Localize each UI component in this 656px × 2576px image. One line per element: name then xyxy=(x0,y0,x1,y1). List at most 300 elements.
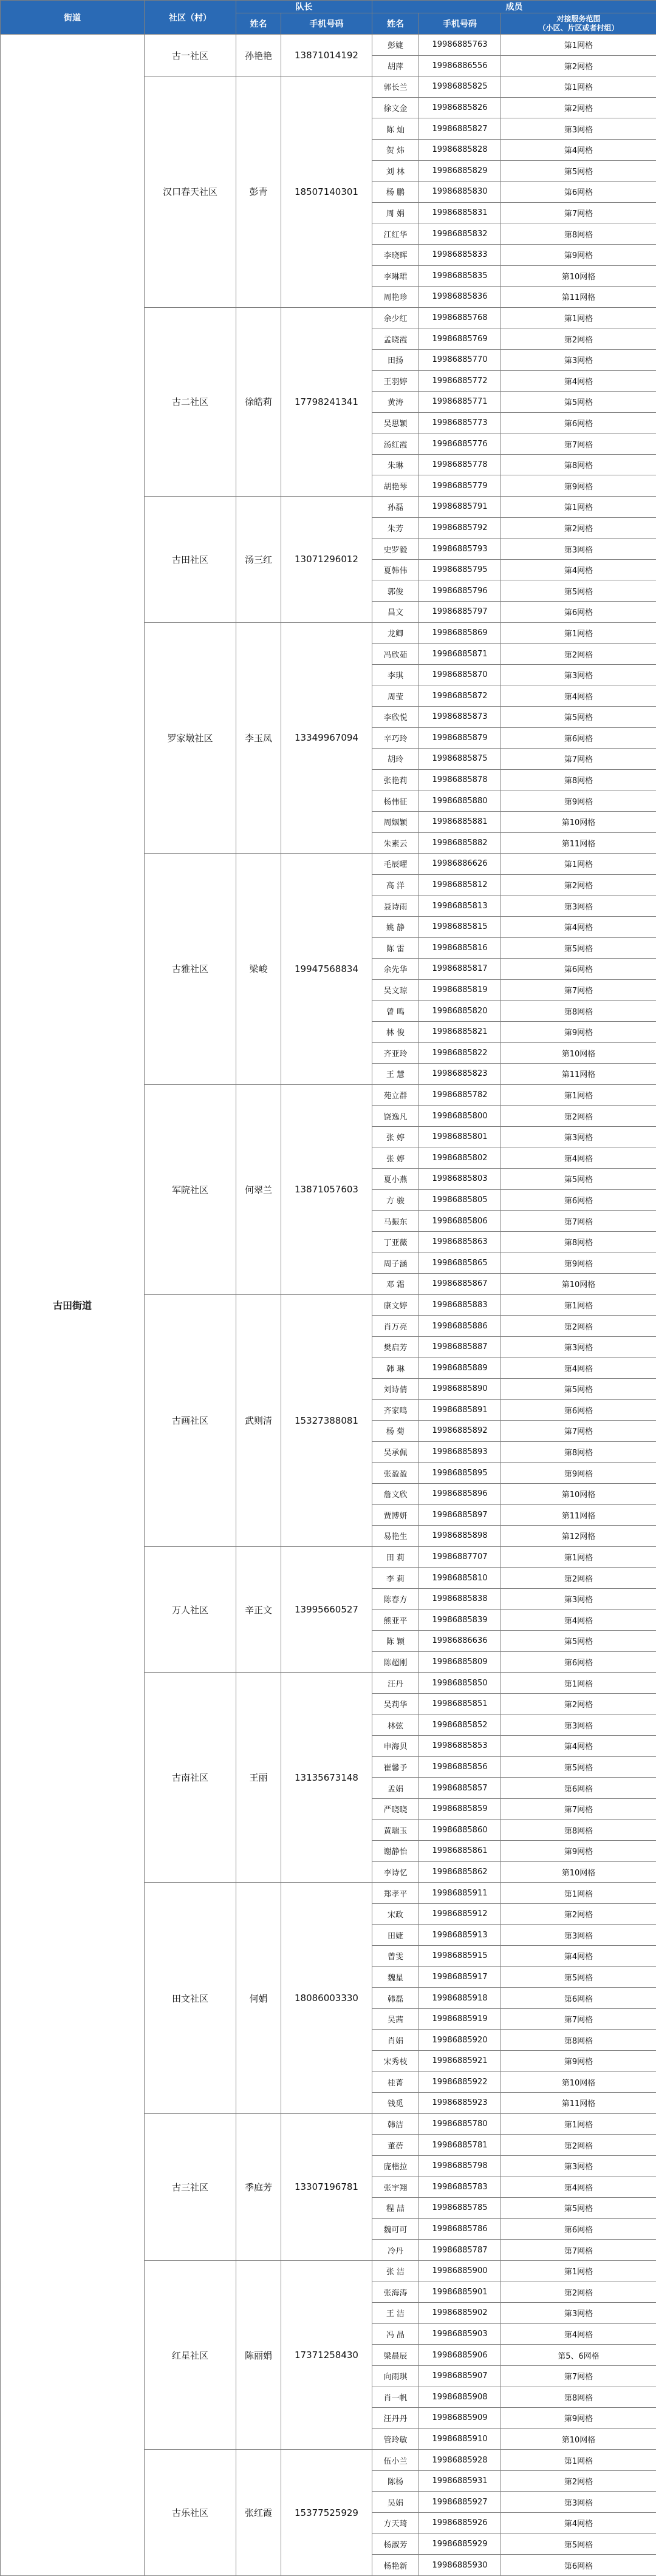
member-phone: 19986885901 xyxy=(419,2282,501,2303)
member-phone: 19986885821 xyxy=(419,1021,501,1042)
member-grid: 第3网格 xyxy=(501,664,656,685)
member-phone: 19986885871 xyxy=(419,644,501,665)
member-phone: 19986885872 xyxy=(419,685,501,707)
member-name: 孟娟 xyxy=(372,1778,419,1799)
member-name: 易艳生 xyxy=(372,1526,419,1547)
member-phone: 19986885806 xyxy=(419,1211,501,1232)
member-phone: 19986885902 xyxy=(419,2303,501,2324)
member-grid: 第2网格 xyxy=(501,1568,656,1589)
leader-name: 王丽 xyxy=(236,1673,281,1883)
member-phone: 19986885802 xyxy=(419,1147,501,1169)
member-phone: 19986885907 xyxy=(419,2365,501,2387)
header-community: 社区（村） xyxy=(145,1,236,35)
member-grid: 第2网格 xyxy=(501,2135,656,2156)
member-grid: 第2网格 xyxy=(501,517,656,539)
member-grid: 第6网格 xyxy=(501,1778,656,1799)
header-street: 街道 xyxy=(1,1,145,35)
member-name: 马振东 xyxy=(372,1211,419,1232)
member-phone: 19986885782 xyxy=(419,1084,501,1106)
member-phone: 19986885922 xyxy=(419,2071,501,2093)
member-name: 吴文琼 xyxy=(372,979,419,1001)
member-name: 董蓓 xyxy=(372,2135,419,2156)
member-grid: 第5网格 xyxy=(501,707,656,728)
leader-phone: 13071296012 xyxy=(281,497,372,623)
member-name: 申海贝 xyxy=(372,1736,419,1757)
member-grid: 第6网格 xyxy=(501,1988,656,2009)
member-phone: 19986885852 xyxy=(419,1715,501,1736)
member-phone: 19986885903 xyxy=(419,2323,501,2345)
member-phone: 19986885839 xyxy=(419,1609,501,1631)
member-phone: 19986885771 xyxy=(419,392,501,413)
member-phone: 19986885796 xyxy=(419,580,501,602)
member-grid: 第6网格 xyxy=(501,2555,656,2576)
member-grid: 第6网格 xyxy=(501,727,656,749)
leader-name: 彭青 xyxy=(236,76,281,308)
member-phone: 19986885815 xyxy=(419,916,501,937)
member-grid: 第2网格 xyxy=(501,1693,656,1715)
member-grid: 第3网格 xyxy=(501,539,656,560)
member-grid: 第11网格 xyxy=(501,287,656,308)
community-name: 古一社区 xyxy=(145,35,236,76)
member-phone: 19986885892 xyxy=(419,1421,501,1442)
member-name: 杨淑芳 xyxy=(372,2534,419,2555)
member-phone: 19986885910 xyxy=(419,2428,501,2450)
member-grid: 第2网格 xyxy=(501,2470,656,2492)
member-grid: 第2网格 xyxy=(501,644,656,665)
member-phone: 19986885819 xyxy=(419,979,501,1001)
member-grid: 第6网格 xyxy=(501,1399,656,1421)
member-grid: 第7网格 xyxy=(501,202,656,223)
member-phone: 19986886556 xyxy=(419,55,501,76)
member-name: 张 洁 xyxy=(372,2260,419,2282)
member-phone: 19986885870 xyxy=(419,664,501,685)
member-name: 梁晨辰 xyxy=(372,2345,419,2366)
member-grid: 第7网格 xyxy=(501,1421,656,1442)
member-grid: 第3网格 xyxy=(501,1925,656,1946)
member-grid: 第1网格 xyxy=(501,2260,656,2282)
member-grid: 第1网格 xyxy=(501,35,656,56)
member-name: 熊亚平 xyxy=(372,1609,419,1631)
member-grid: 第10网格 xyxy=(501,1483,656,1504)
leader-phone: 17371258430 xyxy=(281,2260,372,2449)
header-service-scope: 对接服务范围 （小区、片区或者村组） xyxy=(501,13,656,35)
member-name: 张盈盈 xyxy=(372,1463,419,1484)
member-grid: 第2网格 xyxy=(501,1903,656,1925)
member-name: 李琪 xyxy=(372,664,419,685)
member-name: 孙磊 xyxy=(372,497,419,518)
member-name: 张艳莉 xyxy=(372,769,419,790)
member-grid: 第5网格 xyxy=(501,1169,656,1190)
member-phone: 19986887707 xyxy=(419,1546,501,1568)
member-phone: 19986885869 xyxy=(419,622,501,644)
member-phone: 19986885813 xyxy=(419,895,501,917)
member-phone: 19986885921 xyxy=(419,2051,501,2072)
member-phone: 19986885928 xyxy=(419,2450,501,2471)
member-name: 崔馨予 xyxy=(372,1756,419,1778)
member-phone: 19986885861 xyxy=(419,1841,501,1862)
member-grid: 第4网格 xyxy=(501,2513,656,2534)
member-phone: 19986885772 xyxy=(419,370,501,392)
community-name: 古画社区 xyxy=(145,1294,236,1546)
leader-phone: 18507140301 xyxy=(281,76,372,308)
member-phone: 19986885838 xyxy=(419,1588,501,1609)
member-grid: 第4网格 xyxy=(501,1946,656,1967)
member-grid: 第5网格 xyxy=(501,937,656,959)
member-name: 向雨琪 xyxy=(372,2365,419,2387)
member-grid: 第1网格 xyxy=(501,1084,656,1106)
member-name: 周姻颖 xyxy=(372,811,419,832)
member-name: 周艳珍 xyxy=(372,287,419,308)
member-phone: 19986885836 xyxy=(419,287,501,308)
member-phone: 19986885898 xyxy=(419,1526,501,1547)
member-name: 丁亚薇 xyxy=(372,1231,419,1252)
member-name: 聂诗雨 xyxy=(372,895,419,917)
member-phone: 19986885783 xyxy=(419,2177,501,2198)
member-grid: 第7网格 xyxy=(501,979,656,1001)
member-name: 杨伟征 xyxy=(372,790,419,812)
member-phone: 19986885923 xyxy=(419,2093,501,2114)
member-grid: 第5网格 xyxy=(501,1631,656,1652)
member-name: 贾博妍 xyxy=(372,1504,419,1526)
member-name: 韩洁 xyxy=(372,2113,419,2135)
member-grid: 第3网格 xyxy=(501,349,656,370)
member-grid: 第4网格 xyxy=(501,1358,656,1379)
header-leader: 队长 xyxy=(236,1,372,13)
member-name: 田扬 xyxy=(372,349,419,370)
member-name: 吴茜 xyxy=(372,2008,419,2030)
member-phone: 19986885889 xyxy=(419,1358,501,1379)
member-grid: 第8网格 xyxy=(501,454,656,475)
member-grid: 第1网格 xyxy=(501,76,656,98)
member-grid: 第6网格 xyxy=(501,602,656,623)
member-grid: 第1网格 xyxy=(501,1883,656,1904)
member-grid: 第10网格 xyxy=(501,811,656,832)
member-name: 李晓晖 xyxy=(372,244,419,265)
member-grid: 第4网格 xyxy=(501,685,656,707)
member-phone: 19986885879 xyxy=(419,727,501,749)
member-name: 肖娟 xyxy=(372,2030,419,2051)
member-phone: 19986885817 xyxy=(419,959,501,980)
member-grid: 第1网格 xyxy=(501,854,656,875)
member-phone: 19986885883 xyxy=(419,1294,501,1316)
member-phone: 19986885801 xyxy=(419,1126,501,1147)
member-grid: 第5网格 xyxy=(501,1379,656,1400)
member-name: 郭长兰 xyxy=(372,76,419,98)
member-grid: 第7网格 xyxy=(501,433,656,455)
member-name: 刘诗倩 xyxy=(372,1379,419,1400)
member-phone: 19986885851 xyxy=(419,1693,501,1715)
member-grid: 第9网格 xyxy=(501,1252,656,1274)
header-members: 成员 xyxy=(372,1,656,13)
header-member-name: 姓名 xyxy=(372,13,419,35)
member-grid: 第1网格 xyxy=(501,2113,656,2135)
member-grid: 第3网格 xyxy=(501,2303,656,2324)
member-grid: 第10网格 xyxy=(501,1861,656,1883)
member-name: 周 娟 xyxy=(372,202,419,223)
member-grid: 第10网格 xyxy=(501,1042,656,1064)
leader-phone: 17798241341 xyxy=(281,307,372,496)
member-name: 李 莉 xyxy=(372,1568,419,1589)
member-phone: 19986885850 xyxy=(419,1673,501,1694)
member-name: 周莹 xyxy=(372,685,419,707)
member-phone: 19986885763 xyxy=(419,35,501,56)
member-name: 曾 鸣 xyxy=(372,1001,419,1022)
member-name: 杨艳新 xyxy=(372,2555,419,2576)
community-name: 田文社区 xyxy=(145,1883,236,2114)
member-name: 余先华 xyxy=(372,959,419,980)
member-name: 韩 琳 xyxy=(372,1358,419,1379)
member-grid: 第4网格 xyxy=(501,2177,656,2198)
member-phone: 19986885912 xyxy=(419,1903,501,1925)
member-phone: 19986885880 xyxy=(419,790,501,812)
leader-name: 季庭芳 xyxy=(236,2113,281,2260)
member-phone: 19986885882 xyxy=(419,832,501,854)
member-phone: 19986885853 xyxy=(419,1736,501,1757)
member-grid: 第3网格 xyxy=(501,2155,656,2177)
community-name: 古南社区 xyxy=(145,1673,236,1883)
member-phone: 19986885823 xyxy=(419,1064,501,1085)
member-phone: 19986885887 xyxy=(419,1336,501,1358)
community-name: 古雅社区 xyxy=(145,854,236,1085)
member-name: 吴思颖 xyxy=(372,412,419,433)
leader-name: 张红霞 xyxy=(236,2450,281,2576)
member-grid: 第11网格 xyxy=(501,2093,656,2114)
member-phone: 19986885862 xyxy=(419,1861,501,1883)
member-phone: 19986885891 xyxy=(419,1399,501,1421)
member-name: 陈 雷 xyxy=(372,937,419,959)
member-name: 毛辰曜 xyxy=(372,854,419,875)
member-name: 齐家鸣 xyxy=(372,1399,419,1421)
member-phone: 19986885865 xyxy=(419,1252,501,1274)
member-name: 郑孝平 xyxy=(372,1883,419,1904)
member-grid: 第9网格 xyxy=(501,790,656,812)
member-grid: 第2网格 xyxy=(501,55,656,76)
member-grid: 第3网格 xyxy=(501,1126,656,1147)
member-grid: 第8网格 xyxy=(501,1001,656,1022)
community-name: 古田社区 xyxy=(145,497,236,623)
member-name: 汤红霞 xyxy=(372,433,419,455)
header-leader-phone: 手机号码 xyxy=(281,13,372,35)
member-grid: 第1网格 xyxy=(501,497,656,518)
community-name: 古乐社区 xyxy=(145,2450,236,2576)
leader-name: 徐皓莉 xyxy=(236,307,281,496)
member-grid: 第4网格 xyxy=(501,559,656,580)
member-grid: 第3网格 xyxy=(501,2492,656,2513)
member-name: 史罗毅 xyxy=(372,539,419,560)
member-name: 胡玲 xyxy=(372,749,419,770)
member-grid: 第4网格 xyxy=(501,1736,656,1757)
member-name: 方天琦 xyxy=(372,2513,419,2534)
member-name: 田婕 xyxy=(372,1925,419,1946)
member-name: 冯欣茹 xyxy=(372,644,419,665)
member-name: 林弦 xyxy=(372,1715,419,1736)
leader-name: 武则清 xyxy=(236,1294,281,1546)
leader-phone: 19947568834 xyxy=(281,854,372,1085)
member-name: 龙卿 xyxy=(372,622,419,644)
leader-phone: 13995660527 xyxy=(281,1546,372,1673)
member-grid: 第2网格 xyxy=(501,328,656,350)
member-phone: 19986885826 xyxy=(419,97,501,118)
member-name: 曾雯 xyxy=(372,1946,419,1967)
member-name: 夏小燕 xyxy=(372,1169,419,1190)
member-name: 林 俊 xyxy=(372,1021,419,1042)
member-grid: 第10网格 xyxy=(501,2428,656,2450)
member-name: 陈 灿 xyxy=(372,118,419,140)
member-grid: 第9网格 xyxy=(501,244,656,265)
member-phone: 19986885915 xyxy=(419,1946,501,1967)
member-name: 孟晓霞 xyxy=(372,328,419,350)
member-name: 陈超刚 xyxy=(372,1651,419,1673)
member-phone: 19986885896 xyxy=(419,1483,501,1504)
header-member-phone: 手机号码 xyxy=(419,13,501,35)
member-phone: 19986885906 xyxy=(419,2345,501,2366)
member-grid: 第4网格 xyxy=(501,1609,656,1631)
member-phone: 19986885931 xyxy=(419,2470,501,2492)
member-phone: 19986885856 xyxy=(419,1756,501,1778)
member-phone: 19986885792 xyxy=(419,517,501,539)
member-phone: 19986885809 xyxy=(419,1651,501,1673)
member-grid: 第3网格 xyxy=(501,118,656,140)
member-grid: 第1网格 xyxy=(501,1546,656,1568)
member-grid: 第5网格 xyxy=(501,580,656,602)
member-name: 伍小兰 xyxy=(372,2450,419,2471)
member-phone: 19986885769 xyxy=(419,328,501,350)
member-phone: 19986885816 xyxy=(419,937,501,959)
member-name: 樊启芳 xyxy=(372,1336,419,1358)
member-name: 邓 霜 xyxy=(372,1274,419,1295)
member-name: 李琳珺 xyxy=(372,265,419,287)
member-name: 吴莉华 xyxy=(372,1693,419,1715)
member-phone: 19986885770 xyxy=(419,349,501,370)
community-name: 军院社区 xyxy=(145,1084,236,1294)
member-name: 齐亚玲 xyxy=(372,1042,419,1064)
member-name: 朱素云 xyxy=(372,832,419,854)
member-phone: 19986885893 xyxy=(419,1441,501,1463)
member-phone: 19986885805 xyxy=(419,1189,501,1211)
member-name: 朱芳 xyxy=(372,517,419,539)
community-name: 古三社区 xyxy=(145,2113,236,2260)
member-phone: 19986885918 xyxy=(419,1988,501,2009)
member-grid: 第4网格 xyxy=(501,139,656,160)
member-name: 杨 菊 xyxy=(372,1421,419,1442)
member-phone: 19986885810 xyxy=(419,1568,501,1589)
member-grid: 第7网格 xyxy=(501,2008,656,2030)
member-name: 李诗忆 xyxy=(372,1861,419,1883)
member-name: 陈 颖 xyxy=(372,1631,419,1652)
member-name: 杨 鹏 xyxy=(372,182,419,203)
member-grid: 第8网格 xyxy=(501,223,656,245)
member-phone: 19986885831 xyxy=(419,202,501,223)
member-name: 张 婷 xyxy=(372,1147,419,1169)
member-name: 苑立群 xyxy=(372,1084,419,1106)
member-name: 陈杨 xyxy=(372,2470,419,2492)
member-phone: 19986885780 xyxy=(419,2113,501,2135)
leader-name: 孙艳艳 xyxy=(236,35,281,76)
member-phone: 19986885773 xyxy=(419,412,501,433)
member-name: 郭俊 xyxy=(372,580,419,602)
member-grid: 第8网格 xyxy=(501,1231,656,1252)
member-phone: 19986885900 xyxy=(419,2260,501,2282)
community-name: 古二社区 xyxy=(145,307,236,496)
member-name: 饶逸凡 xyxy=(372,1106,419,1127)
member-name: 严晓晓 xyxy=(372,1798,419,1820)
member-phone: 19986885812 xyxy=(419,874,501,895)
leader-phone: 13349967094 xyxy=(281,622,372,854)
member-name: 王羽婷 xyxy=(372,370,419,392)
leader-phone: 13135673148 xyxy=(281,1673,372,1883)
community-name: 红星社区 xyxy=(145,2260,236,2449)
member-name: 冯 晶 xyxy=(372,2323,419,2345)
member-phone: 19986885791 xyxy=(419,497,501,518)
member-grid: 第7网格 xyxy=(501,1211,656,1232)
member-grid: 第3网格 xyxy=(501,1715,656,1736)
member-phone: 19986885833 xyxy=(419,244,501,265)
leader-phone: 13871057603 xyxy=(281,1084,372,1294)
member-phone: 19986885779 xyxy=(419,475,501,497)
member-phone: 19986885920 xyxy=(419,2030,501,2051)
member-name: 胡萍 xyxy=(372,55,419,76)
member-grid: 第2网格 xyxy=(501,1106,656,1127)
member-name: 朱琳 xyxy=(372,454,419,475)
member-grid: 第8网格 xyxy=(501,769,656,790)
member-phone: 19986885776 xyxy=(419,433,501,455)
member-name: 肖一帆 xyxy=(372,2387,419,2408)
member-grid: 第6网格 xyxy=(501,1189,656,1211)
member-name: 张海涛 xyxy=(372,2282,419,2303)
member-phone: 19986885800 xyxy=(419,1106,501,1127)
member-name: 辛巧玲 xyxy=(372,727,419,749)
member-phone: 19986885859 xyxy=(419,1798,501,1820)
member-phone: 19986885926 xyxy=(419,2513,501,2534)
member-grid: 第5网格 xyxy=(501,2198,656,2219)
member-grid: 第10网格 xyxy=(501,2071,656,2093)
member-phone: 19986885860 xyxy=(419,1820,501,1841)
member-name: 吴承佩 xyxy=(372,1441,419,1463)
member-grid: 第6网格 xyxy=(501,1651,656,1673)
member-phone: 19986885820 xyxy=(419,1001,501,1022)
member-phone: 19986885778 xyxy=(419,454,501,475)
member-grid: 第6网格 xyxy=(501,182,656,203)
member-grid: 第5网格 xyxy=(501,160,656,182)
member-grid: 第9网格 xyxy=(501,2051,656,2072)
member-name: 余少红 xyxy=(372,307,419,328)
member-name: 汪丹丹 xyxy=(372,2408,419,2429)
member-phone: 19986885786 xyxy=(419,2218,501,2240)
member-grid: 第11网格 xyxy=(501,1064,656,1085)
member-phone: 19986885878 xyxy=(419,769,501,790)
header-leader-name: 姓名 xyxy=(236,13,281,35)
member-name: 冷丹 xyxy=(372,2240,419,2261)
member-phone: 19986885927 xyxy=(419,2492,501,2513)
member-grid: 第5、6网格 xyxy=(501,2345,656,2366)
member-grid: 第1网格 xyxy=(501,622,656,644)
member-grid: 第2网格 xyxy=(501,2282,656,2303)
member-name: 贺 炜 xyxy=(372,139,419,160)
member-phone: 19986885913 xyxy=(419,1925,501,1946)
member-grid: 第1网格 xyxy=(501,307,656,328)
community-name: 万人社区 xyxy=(145,1546,236,1673)
member-phone: 19986885835 xyxy=(419,265,501,287)
member-name: 胡艳琴 xyxy=(372,475,419,497)
member-name: 徐文金 xyxy=(372,97,419,118)
member-grid: 第11网格 xyxy=(501,832,656,854)
member-row xyxy=(1,35,656,56)
member-phone: 19986885795 xyxy=(419,559,501,580)
member-phone: 19986885881 xyxy=(419,811,501,832)
member-name: 吴娟 xyxy=(372,2492,419,2513)
community-name: 汉口春天社区 xyxy=(145,76,236,308)
member-name: 昌文 xyxy=(372,602,419,623)
